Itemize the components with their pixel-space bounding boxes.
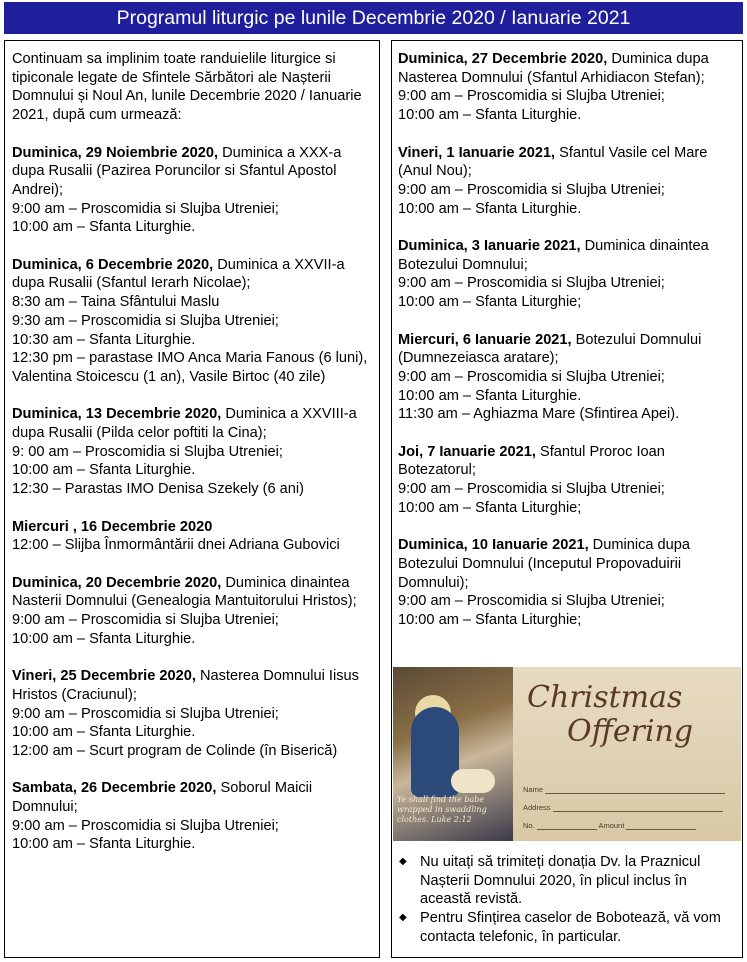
- card-panel: [513, 667, 741, 841]
- entry-heading: [12, 144, 371, 200]
- card-no-line: [537, 821, 597, 830]
- card-address-line: [553, 803, 723, 812]
- entry-date: Duminica, 6 Decembrie 2020,: [12, 256, 214, 273]
- bullet-diamond-icon: ◆: [399, 856, 407, 867]
- entry-service-line: 9:00 am – Proscomidia si Slujba Utreniei;: [398, 275, 665, 292]
- entry-heading: [398, 443, 736, 480]
- entry-heading: [12, 405, 371, 442]
- note-text: Pentru Sfințirea caselor de Bobotează, vă vom contacta telefonic, în particular.: [420, 910, 721, 945]
- entry-service-line: 10:00 am – Sfanta Liturghie.: [12, 836, 196, 853]
- notes-list: [397, 853, 739, 947]
- entry-heading: [398, 536, 736, 592]
- schedule-entry: [12, 256, 371, 387]
- schedule-entry: [12, 667, 371, 761]
- entry-service-line: 9:00 am – Proscomidia si Slujba Utreniei;: [398, 481, 665, 498]
- left-column: [4, 40, 380, 958]
- card-number-field: [523, 821, 696, 830]
- card-address-label: Address: [523, 803, 551, 812]
- entry-service-line: 10:30 am – Sfanta Liturghie.: [12, 331, 196, 348]
- entry-heading: [398, 144, 736, 181]
- child-figure: [451, 769, 495, 793]
- card-name-field: [523, 785, 725, 794]
- entry-description: Duminica dinaintea Nasterii Domnului (Genealogia Mantuitorului Hristos);: [12, 574, 357, 610]
- schedule-entry: [398, 536, 736, 630]
- entry-service-line: 12:00 – Slijba Înmormântării dnei Adriana Gubovici: [12, 537, 340, 554]
- entry-date: Miercuri , 16 Decembrie 2020: [12, 518, 213, 535]
- entry-date: Sambata, 26 Decembrie 2020,: [12, 780, 217, 797]
- entry-date: Vineri, 25 Decembrie 2020,: [12, 668, 196, 685]
- entry-service-line: 10:00 am – Sfanta Liturghie.: [12, 630, 196, 647]
- entry-service-line: 9:00 am – Proscomidia si Slujba Utreniei;: [398, 368, 665, 385]
- entry-date: Duminica, 29 Noiembrie 2020,: [12, 144, 219, 161]
- schedule-entry: [12, 405, 371, 499]
- entry-description: Duminica a XXVIII-a dupa Rusalii (Pilda celor poftiti la Cina);: [12, 406, 357, 442]
- entry-description: Duminica dupa Nasterea Domnului (Sfantul Arhidiacon Stefan);: [398, 51, 709, 86]
- entry-service-line: 9: 00 am – Proscomidia si Slujba Utreniei;: [12, 443, 283, 460]
- entry-service-line: 10:00 am – Sfanta Liturghie;: [398, 499, 582, 516]
- entry-heading: [398, 237, 736, 274]
- entry-service-line: 9:00 am – Proscomidia si Slujba Utreniei;: [398, 88, 665, 105]
- card-name-line: [545, 785, 725, 794]
- schedule-entry: [12, 574, 371, 649]
- entry-date: Duminica, 13 Decembrie 2020,: [12, 406, 222, 423]
- entry-service-line: 9:00 am – Proscomidia si Slujba Utreniei;: [12, 705, 279, 722]
- note-text: Nu uitați să trimiteți donația Dv. la Praznicul Nașterii Domnului 2020, în plicul inclus în această revistă.: [420, 854, 701, 908]
- card-amount-label: Amount: [598, 821, 625, 830]
- schedule-entry: [12, 779, 371, 854]
- card-amount-line: [626, 821, 696, 830]
- nativity-picture: [393, 667, 513, 841]
- entry-heading: [12, 667, 371, 704]
- entry-description: Sfantul Vasile cel Mare (Anul Nou);: [398, 144, 708, 180]
- card-name-label: Name: [523, 785, 544, 794]
- entry-description: Sfantul Proroc Ioan Botezatorul;: [398, 443, 665, 479]
- left-schedule-list: [12, 144, 371, 855]
- entry-service-line: 10:00 am – Sfanta Liturghie.: [398, 107, 582, 124]
- entry-service-line: 9:00 am – Proscomidia si Slujba Utreniei;: [12, 612, 279, 629]
- schedule-entry: [398, 144, 736, 219]
- entry-description: Duminica a XXX-a dupa Rusalii (Pazirea Poruncilor si Sfantul Apostol Andrei);: [12, 144, 342, 198]
- entry-date: Joi, 7 Ianuarie 2021,: [398, 443, 536, 460]
- entry-service-line: 9:00 am – Proscomidia si Slujba Utreniei;: [12, 817, 279, 834]
- card-address-field: [523, 803, 723, 812]
- entry-service-line: 12:00 am – Scurt program de Colinde (în Biserică): [12, 742, 338, 759]
- entry-date: Duminica, 27 Decembrie 2020,: [398, 51, 608, 67]
- entry-service-line: 9:00 am – Proscomidia si Slujba Utreniei;: [398, 593, 665, 610]
- entry-service-line: 9:30 am – Proscomidia si Slujba Utreniei;: [12, 312, 279, 329]
- entry-heading: [398, 331, 736, 368]
- entry-heading: [12, 518, 371, 537]
- bullet-diamond-icon: ◆: [399, 912, 407, 924]
- schedule-entry: [398, 237, 736, 312]
- entry-service-line: 12:30 pm – parastase IMO Anca Maria Fanous (6 luni), Valentina Stoicescu (1 an), Vasile Birtoc (40 zile): [12, 350, 368, 385]
- entry-description: Soborul Maicii Domnului;: [12, 780, 313, 816]
- entry-service-line: 8:30 am – Taina Sfântului Maslu: [12, 294, 220, 311]
- entry-date: Duminica, 10 Ianuarie 2021,: [398, 537, 589, 554]
- note-item: [397, 853, 739, 909]
- entry-date: Duminica, 20 Decembrie 2020,: [12, 574, 222, 591]
- entry-description: Duminica a XXVII-a dupa Rusalii (Sfantul Ierarh Nicolae);: [12, 256, 345, 292]
- schedule-entry: [398, 331, 736, 425]
- entry-heading: [12, 779, 371, 816]
- entry-description: Duminica dinaintea Botezului Domnului;: [398, 238, 709, 273]
- schedule-entry: [12, 144, 371, 238]
- intro-paragraph: Continuam sa implinim toate randuielile liturgice si tipiconale legate de Sfintele Sărbători ale Nașterii Domnului și Noul An, lunile Decembrie 2020 / Ianuarie 2021, după cum urmează:: [12, 51, 362, 124]
- entry-service-line: 12:30 – Parastas IMO Denisa Szekely (6 ani): [12, 481, 305, 498]
- card-title-line2: Offering: [567, 714, 694, 749]
- entry-description: Nasterea Domnului Iisus Hristos (Craciunul);: [12, 668, 359, 703]
- entry-description: Botezului Domnului (Dumnezeiasca aratare);: [398, 331, 702, 367]
- entry-date: Duminica, 3 Ianuarie 2021,: [398, 238, 581, 254]
- entry-service-line: 10:00 am – Sfanta Liturghie;: [398, 612, 582, 629]
- card-title-line1: Christmas: [527, 680, 683, 715]
- card-no-label: No.: [523, 821, 535, 830]
- right-schedule-list: [398, 50, 736, 630]
- entry-date: Vineri, 1 Ianuarie 2021,: [398, 144, 556, 161]
- card-verse: Ye shall find the babe wrapped in swaddling clothes. Luke 2:12: [397, 795, 487, 824]
- entry-heading: [398, 50, 736, 87]
- entry-heading: [12, 574, 371, 611]
- page-header: [4, 2, 743, 34]
- schedule-entry: [398, 50, 736, 125]
- entry-service-line: 10:00 am – Sfanta Liturghie.: [398, 387, 582, 404]
- entry-service-line: 10:00 am – Sfanta Liturghie.: [12, 462, 196, 479]
- entry-service-line: 9:00 am – Proscomidia si Slujba Utreniei;: [398, 181, 665, 198]
- entry-service-line: 10:00 am – Sfanta Liturghie.: [12, 724, 196, 741]
- page-title: Programul liturgic pe lunile Decembrie 2020 / Ianuarie 2021: [116, 7, 631, 29]
- entry-date: Miercuri, 6 Ianuarie 2021,: [398, 331, 572, 348]
- schedule-entry: [12, 518, 371, 555]
- entry-service-line: 11:30 am – Aghiazma Mare (Sfintirea Apei).: [398, 406, 680, 423]
- entry-heading: [12, 256, 371, 293]
- schedule-entry: [398, 443, 736, 518]
- entry-service-line: 10:00 am – Sfanta Liturghie;: [398, 294, 582, 311]
- entry-service-line: 10:00 am – Sfanta Liturghie.: [12, 219, 196, 236]
- entry-service-line: 10:00 am – Sfanta Liturghie.: [398, 200, 582, 217]
- note-item: [397, 909, 739, 946]
- entry-service-line: 9:00 am – Proscomidia si Slujba Utreniei;: [12, 200, 279, 217]
- entry-description: Duminica dupa Botezului Domnului (Inceputul Propovaduirii Domnului);: [398, 537, 691, 591]
- card-title: [527, 681, 693, 749]
- christmas-offering-image: [393, 667, 741, 841]
